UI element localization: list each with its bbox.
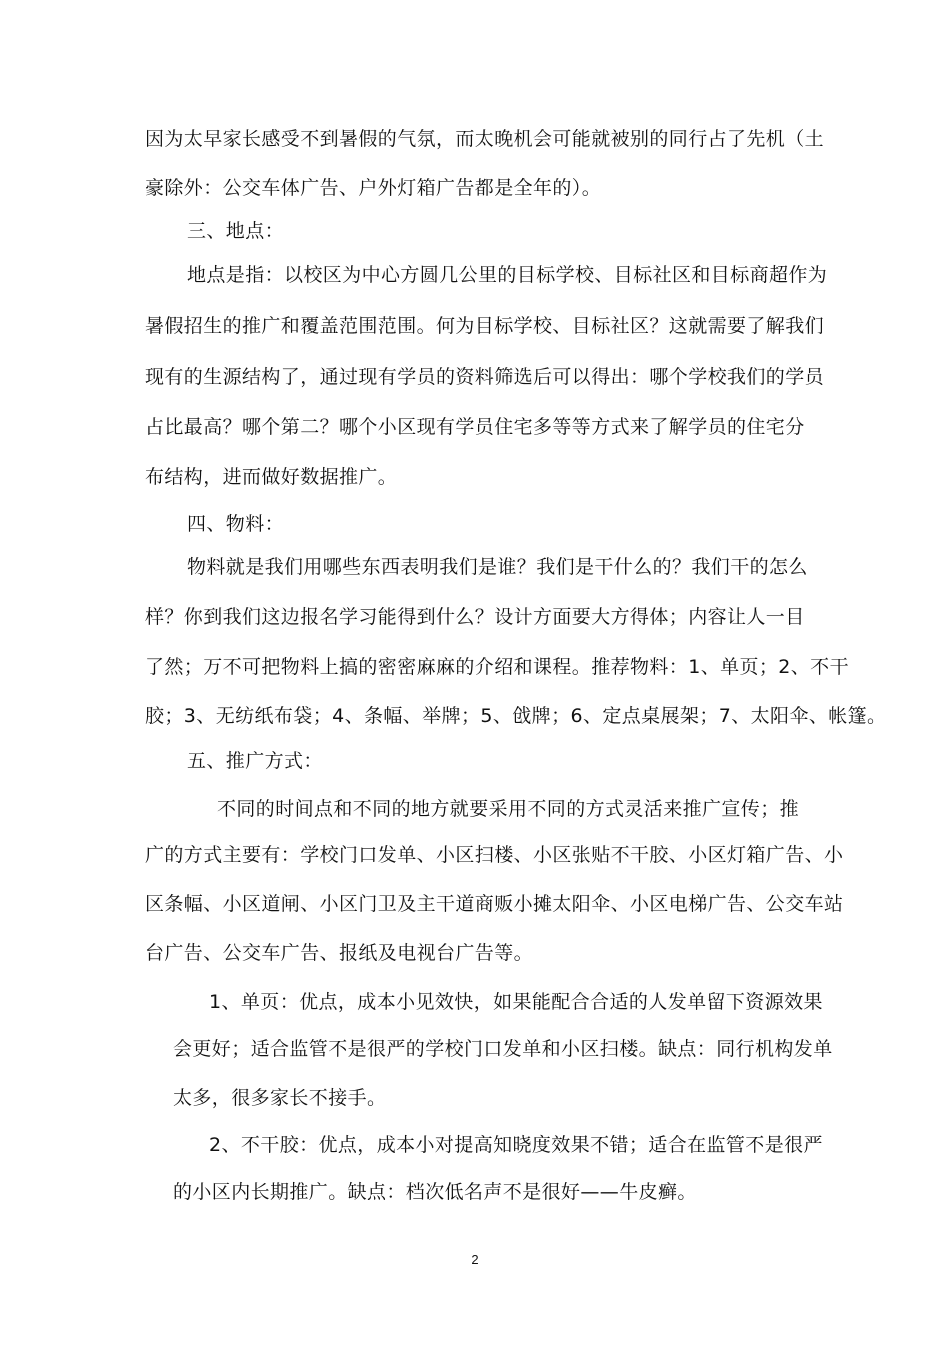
section-heading-materials: 四、物料： — [187, 513, 285, 535]
text-line: 台广告、公交车广告、报纸及电视台广告等。 — [145, 942, 534, 964]
text-line: 广的方式主要有：学校门口发单、小区扫楼、小区张贴不干胶、小区灯箱广告、小 — [145, 844, 844, 866]
text-line: 物料就是我们用哪些东西表明我们是谁？我们是干什么的？我们干的怎么 — [187, 556, 808, 578]
section-heading-location: 三、地点： — [187, 220, 285, 242]
text-line: 区条幅、小区道闸、小区门卫及主干道商贩小摊太阳伞、小区电梯广告、公交车站 — [145, 893, 844, 915]
text-line: 的小区内长期推广。缺点：档次低名声不是很好——牛皮癣。 — [173, 1181, 697, 1203]
text-line: 不同的时间点和不同的地方就要采用不同的方式灵活来推广宣传；推 — [217, 798, 800, 820]
text-line: 1、单页：优点，成本小见效快，如果能配合合适的人发单留下资源效果 — [209, 991, 823, 1013]
section-heading-promotion-methods: 五、推广方式： — [187, 750, 323, 772]
text-line: 因为太早家长感受不到暑假的气氛，而太晚机会可能就被别的同行占了先机（土 — [145, 128, 825, 150]
text-line: 胶；3、无纺纸布袋；4、条幅、举牌；5、戗牌；6、定点桌展架；7、太阳伞、帐篷。 — [145, 705, 887, 727]
text-line: 豪除外：公交车体广告、户外灯箱广告都是全年的）。 — [145, 177, 602, 199]
text-line: 现有的生源结构了，通过现有学员的资料筛选后可以得出：哪个学校我们的学员 — [145, 366, 825, 388]
text-line: 暑假招生的推广和覆盖范围范围。何为目标学校、目标社区？这就需要了解我们 — [145, 315, 825, 337]
page-number: 2 — [471, 1252, 479, 1267]
text-line: 太多，很多家长不接手。 — [173, 1087, 387, 1109]
text-line: 布结构，进而做好数据推广。 — [145, 466, 398, 488]
text-line: 了然；万不可把物料上搞的密密麻麻的介绍和课程。推荐物料：1、单页；2、不干 — [145, 656, 849, 678]
text-line: 样？你到我们这边报名学习能得到什么？设计方面要大方得体；内容让人一目 — [145, 606, 805, 628]
text-line: 2、不干胶：优点，成本小对提高知晓度效果不错；适合在监管不是很严 — [209, 1134, 823, 1156]
text-line: 会更好；适合监管不是很严的学校门口发单和小区扫楼。缺点：同行机构发单 — [173, 1038, 833, 1060]
text-line: 地点是指：以校区为中心方圆几公里的目标学校、目标社区和目标商超作为 — [187, 264, 828, 286]
text-line: 占比最高？哪个第二？哪个小区现有学员住宅多等等方式来了解学员的住宅分 — [145, 416, 805, 438]
